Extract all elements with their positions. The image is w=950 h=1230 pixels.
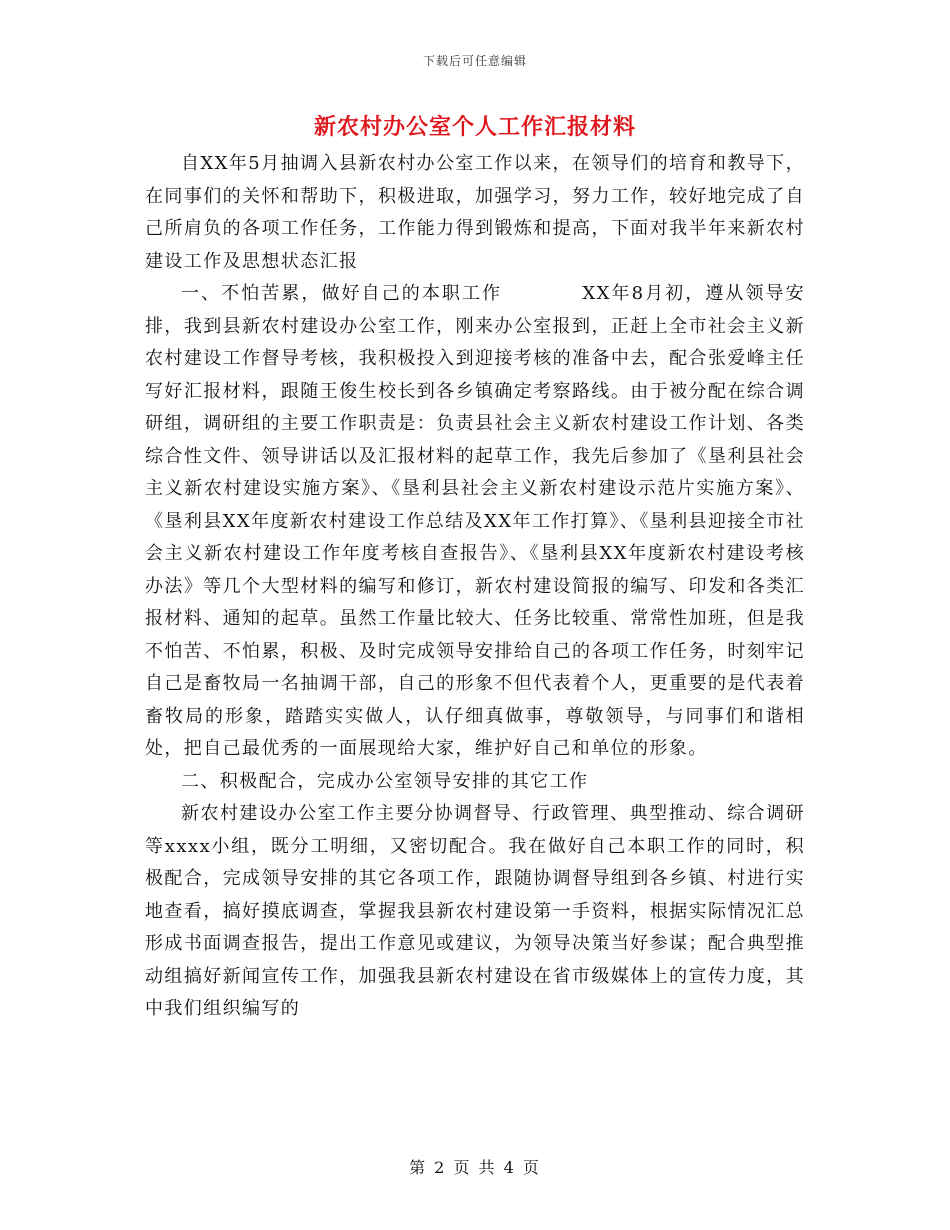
header-note: 下载后可任意编辑 <box>422 54 527 68</box>
document-body <box>145 148 805 1026</box>
body-paragraph: 一、不怕苦累，做好自己的本职工作 XX年8月初，遵从领导安排，我到县新农村建设办公室工作，刚来办公室报到，正赶上全市社会主义新农村建设工作督导考核，我积极投入到迎接考核的准备中去，配合张爱峰主任写好汇报材料，跟随王俊生校长到各乡镇确定考察路线。由于被分配在综合调研组，调研组的主要工作职责是：负责县社会主义新农村建设工作计划、各类综合性文件、领导讲话以及汇报材料的起草工作，我先后参加了《垦利县社会主义新农村建设实施方案》、《垦利县社会主义新农村建设示范片实施方案》、《垦利县XX年度新农村建设工作总结及XX年工作打算》、《垦利县迎接全市社会主义新农村建设工作年度考核自查报告》、《垦利县XX年度新农村建设考核办法》等几个大型材料的编写和修订，新农村建设简报的编写、印发和各类汇报材料、通知的起草。虽然工作量比较大、任务比较重、常常性加班，但是我不怕苦、不怕累，积极、及时完成领导安排给自己的各项工作任务，时刻牢记自己是畜牧局一名抽调干部，自己的形象不但代表着个人，更重要的是代表着畜牧局的形象，踏踏实实做人，认仔细真做事，尊敬领导，与同事们和谐相处，把自己最优秀的一面展现给大家，维护好自己和单位的形象。 <box>145 283 805 759</box>
body-paragraph: 自XX年5月抽调入县新农村办公室工作以来，在领导们的培育和教导下，在同事们的关怀和帮助下，积极进取，加强学习，努力工作，较好地完成了自己所肩负的各项工作任务，工作能力得到锻炼和提高，下面对我半年来新农村建设工作及思想状态汇报 <box>145 153 805 272</box>
body-paragraph: 二、积极配合，完成办公室领导安排的其它工作 <box>181 770 589 792</box>
page-number-footer: 第 2 页 共 4 页 <box>409 1158 541 1177</box>
body-paragraph: 新农村建设办公室工作主要分协调督导、行政管理、典型推动、综合调研等xxxx小组，既分工明细，又密切配合。我在做好自己本职工作的同时，积极配合，完成领导安排的其它各项工作，跟随协调督导组到各乡镇、村进行实地查看，搞好摸底调查，掌握我县新农村建设第一手资料，根据实际情况汇总形成书面调查报告，提出工作意见或建议，为领导决策当好参谋；配合典型推动组搞好新闻宣传工作，加强我县新农村建设在省市级媒体上的宣传力度，其中我们组织编写的 <box>145 803 805 1019</box>
document-title: 新农村办公室个人工作汇报材料 <box>313 114 636 140</box>
